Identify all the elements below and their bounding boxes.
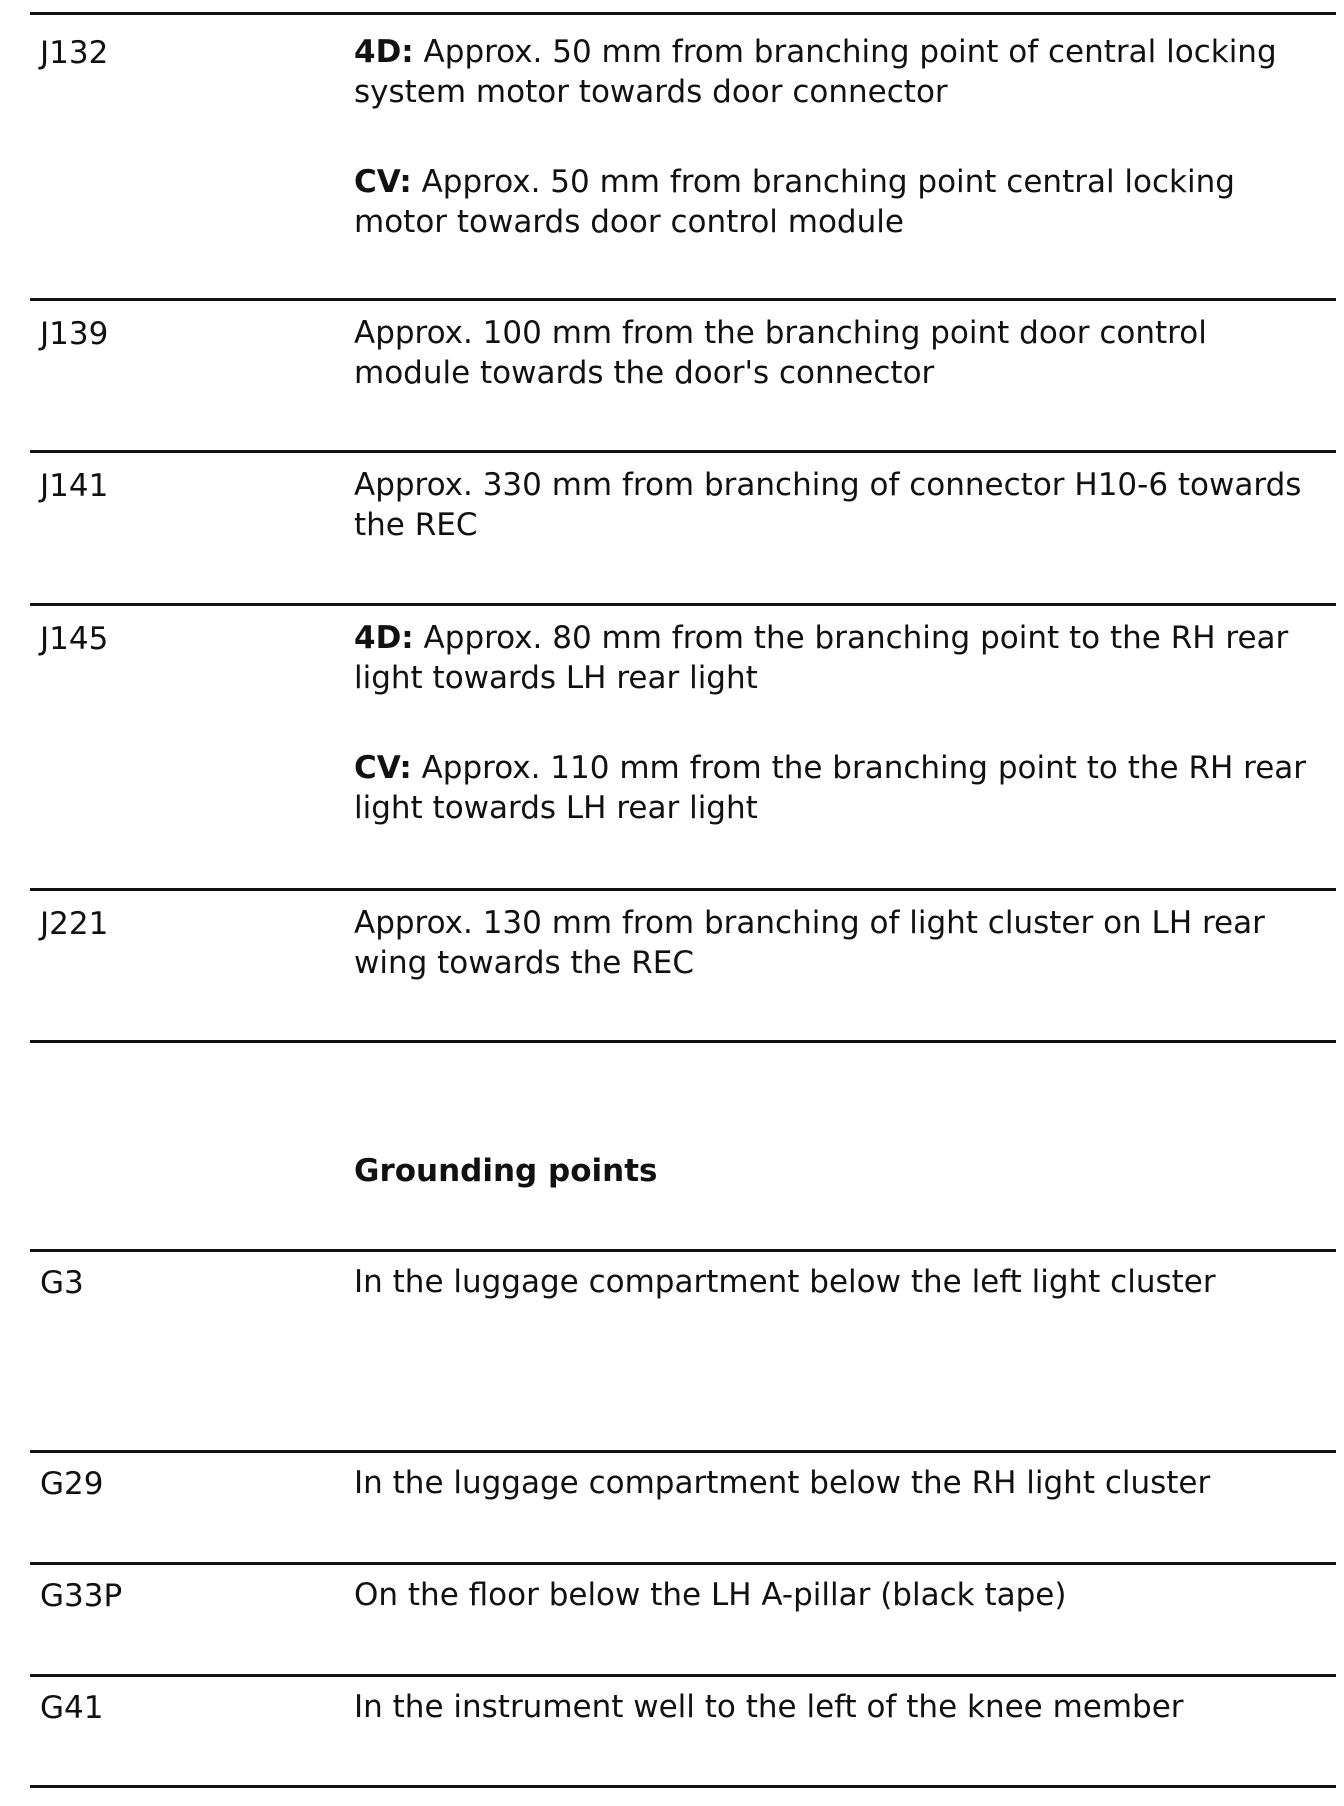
table-rule [30,1785,1336,1788]
variant-prefix: CV: [354,164,412,200]
grounding-description: On the floor below the LH A-pillar (black tape) [354,1577,1067,1613]
grounding-code: G41 [40,1690,104,1726]
connector-description [354,748,1324,828]
section-heading: Grounding points [354,1153,658,1189]
description-text: Approx. 330 mm from branching of connector H10-6 towards the REC [354,467,1302,543]
grounding-description: In the luggage compartment below the RH light cluster [354,1465,1211,1501]
table-rule [30,1249,1336,1252]
connector-description [354,618,1324,698]
grounding-description: In the luggage compartment below the left light cluster [354,1264,1216,1300]
description-text: Approx. 130 mm from branching of light cluster on LH rear wing towards the REC [354,905,1265,981]
connector-description [354,162,1324,242]
connector-code: J132 [40,35,109,71]
table-rule [30,888,1336,891]
table-rule [30,1562,1336,1565]
table-rule [30,298,1336,301]
description-text: Approx. 100 mm from the branching point door control module towards the door's connector [354,315,1207,391]
description-text: Approx. 110 mm from the branching point to the RH rear light towards LH rear light [354,750,1307,826]
variant-prefix: 4D: [354,620,414,656]
connector-code: J139 [40,316,109,352]
connector-description [354,465,1324,545]
table-rule [30,450,1336,453]
connector-code: J141 [40,468,109,504]
table-rule [30,1040,1336,1043]
connector-code: J145 [40,621,109,657]
table-rule [30,1674,1336,1677]
table-rule [30,1450,1336,1453]
description-text: Approx. 80 mm from the branching point to the RH rear light towards LH rear light [354,620,1289,696]
grounding-description: In the instrument well to the left of the knee member [354,1689,1184,1725]
connector-code: J221 [40,906,109,942]
table-rule [30,603,1336,606]
grounding-code: G3 [40,1265,84,1301]
connector-description [354,903,1324,983]
grounding-code: G33P [40,1578,123,1614]
connector-description [354,32,1324,112]
variant-prefix: 4D: [354,34,414,70]
table-rule [30,12,1336,15]
description-text: Approx. 50 mm from branching point central locking motor towards door control module [354,164,1235,240]
grounding-code: G29 [40,1466,104,1502]
variant-prefix: CV: [354,750,412,786]
description-text: Approx. 50 mm from branching point of central locking system motor towards door connector [354,34,1277,110]
connector-description [354,313,1324,393]
